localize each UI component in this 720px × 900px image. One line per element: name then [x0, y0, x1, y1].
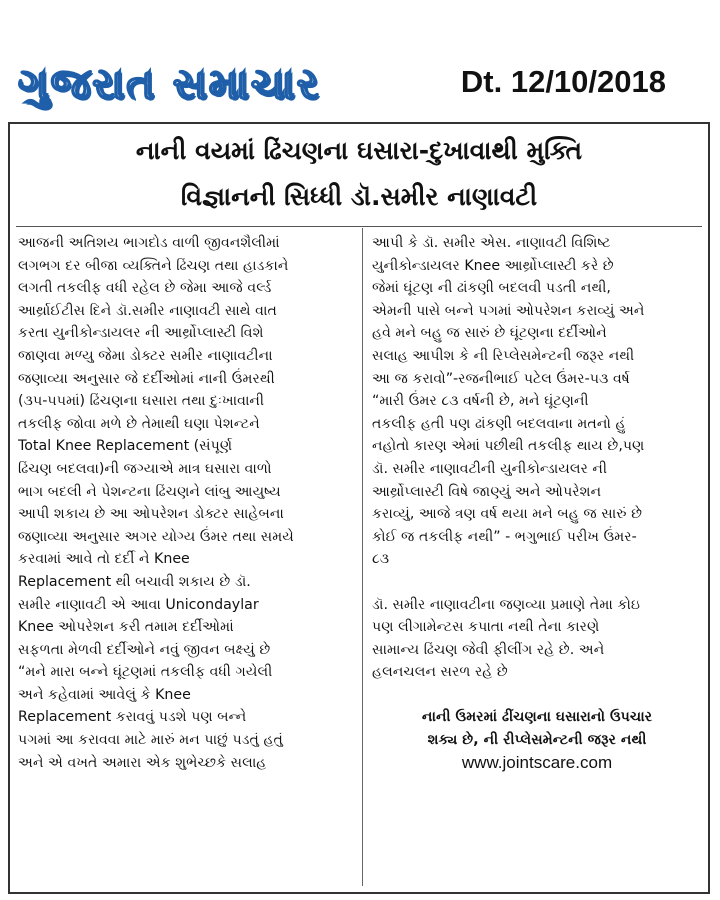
body-text-line: કરાવ્યું, આજે ત્રણ વર્ષ થયા મને બહુ જ સારું છે: [372, 506, 643, 523]
body-text-line: (૩૫-૫૫માં) ઢિંચણના ઘસારા તથા દુઃખાવાની: [18, 393, 265, 410]
article-box: [8, 122, 710, 894]
left-column: [18, 232, 356, 774]
body-text-line: નહોતો કારણ એમાં પછીથી તકલીફ થાય છે,પણ: [372, 438, 645, 455]
body-text-line: સફળતા મેળવી દર્દીઓને નવું જીવન બક્ષ્યું છે: [18, 641, 271, 658]
column-divider: [362, 228, 363, 886]
publication-date: Dt. 12/10/2018: [460, 64, 666, 99]
masthead: [14, 54, 706, 114]
body-text-line: ભાગ બદલી ને પેશન્ટના ઢિંચણને લાંબુ આયુષ્ય: [18, 483, 281, 500]
right-column: [372, 232, 702, 774]
body-text-line: ડૉ. સમીર નાણાવટીના જણવ્યા પ્રમાણે તેમા કોઇ: [372, 596, 641, 613]
headline-line-2: વિજ્ઞાનની સિધ્ધી ડૉ.સમીર નાણાવટી: [180, 182, 538, 211]
website-link[interactable]: www.jointscare.com: [461, 752, 613, 772]
body-text-line: આ જ કરાવો”-રજનીભાઈ પટેલ ઉંમર-૫૩ વર્ષ: [372, 370, 630, 387]
body-text-line: “મને મારા બન્ને ઘૂંટણમાં તકલીફ વધી ગયેલી: [18, 664, 273, 681]
body-text-line: સલાહ આપીશ કે ની રિપ્લેસમેન્ટની જરૂર નથી: [372, 347, 635, 364]
newspaper-logo: ગુજરાત સમાચાર: [18, 59, 321, 108]
body-text-line: હવે મને બહુ જ સારું છે ઘૂંટણના દર્દીઓને: [372, 325, 607, 342]
body-text-line: લગભગ દર બીજા વ્યક્તિને ઢિંચણ તથા હાડકાને: [18, 257, 289, 274]
headline-line-1: નાની વયમાં ઢિંચણના ઘસારા-દુખાવાથી મુક્તિ: [135, 136, 583, 165]
body-text-line: તકલીફ જોવા મળે છે તેમાથી ઘણા પેશન્ટને: [18, 415, 260, 432]
body-text-line: ૮૩: [372, 551, 390, 568]
body-text-line: કોઈ જ તકલીફ નથી” - ભગુભાઈ પરીખ ઉંમર-: [372, 528, 637, 545]
body-text-line: સામાન્ય ઢિંચણ જેવી ફીલીંગ રહે છે. અને: [372, 641, 605, 658]
body-text-line: એમની પાસે બન્ને પગમાં ઓપરેશન કરાવ્યું અને: [372, 302, 645, 319]
body-text-line: અને કહેવામાં આવેલું કે Knee: [18, 686, 191, 703]
body-text-line: યુનીકોન્ડાયલર Knee આર્થ્રોપ્લાસ્ટી કરે છે: [372, 257, 614, 274]
body-text-line: જાણવા મળ્યુ જેમા ડોક્ટર સમીર નાણાવટીના: [18, 347, 273, 364]
body-text-line: આર્થ્રોપ્લાસ્ટી વિષે જાણ્યું અને ઓપરેશન: [372, 483, 602, 500]
body-text-line: ડૉ. સમીર નાણાવટીની યુનીકોન્ડાયલર ની: [372, 460, 608, 477]
body-text-line: Replacement કરાવવું પડશે પણ બન્ને: [18, 709, 247, 726]
body-text-line: “મારી ઉંમર ૮૩ વર્ષની છે, મને ઘૂંટણની: [372, 393, 589, 410]
body-text-line: Replacement થી બચાવી શકાય છે ડૉ.: [18, 573, 251, 590]
body-text-line: પગમાં આ કરાવવા માટે મારું મન પાછું પડતું હતું: [18, 732, 283, 749]
body-text-line: લગતી તકલીફ વધી રહેલ છે જેમા આજે વર્લ્ડ: [18, 280, 272, 297]
body-text-line: Knee ઓપરેશન કરી તમામ દર્દીઓમાં: [18, 619, 234, 636]
body-text-line: કરતા યુનીકોન્ડાયલર ની આર્થ્રોપ્લાસ્ટી વિશે: [18, 325, 264, 342]
body-text-line: કરવામાં આવે તો દર્દી ને Knee: [18, 551, 190, 568]
body-text-line: જણાવ્યા અનુસાર જે દર્દીઓમાં નાની ઉંમરથી: [18, 370, 275, 387]
closing-line-2: શક્ય છે, ની રીપ્લેસમેન્ટની જરૂર નથી: [427, 732, 647, 749]
closing-line-1: નાની ઉમરમાં ઢીંચણના ઘસારાનો ઉપચાર: [421, 709, 653, 726]
body-text-line: જણાવ્યા અનુસાર અગર યોગ્ય ઉંમર તથા સમયે: [18, 528, 294, 545]
body-text-line: [372, 571, 702, 594]
body-text-line: સમીર નાણાવટી એ આવા Unicondaylar: [18, 596, 259, 613]
body-text-line: જેમાં ઘૂંટણ ની ઢાંકણી બદલવી પડતી નથી,: [372, 280, 611, 297]
headline-rule: [16, 226, 702, 227]
body-text-line: તકલીફ હતી પણ ઢાંકણી બદલવાના મતનો હું: [372, 415, 626, 432]
body-text-line: Total Knee Replacement (સંપૂર્ણ: [18, 438, 233, 455]
body-text-line: પણ લીગામેન્ટસ કપાતા નથી તેના કારણે: [372, 619, 600, 636]
body-text-line: ઢિંચણ બદલવા)ની જગ્યાએ માત્ર ઘસારા વાળો: [18, 460, 272, 477]
body-text-line: આર્થ્રાઈટીસ દિને ડૉ.સમીર નાણાવટી સાથે વાત: [18, 302, 277, 319]
body-text-line: હલનચલન સરળ રહે છે: [372, 664, 508, 681]
body-text-line: આપી શકાય છે આ ઓપરેશન ડોક્ટર સાહેબના: [18, 506, 284, 523]
body-text-line: આપી કે ડૉ. સમીર એસ. નાણાવટી વિશિષ્ટ: [372, 235, 611, 251]
body-text-line: આજની અતિશય ભાગદોડ વાળી જીવનશૈલીમાં: [18, 235, 280, 251]
body-text-line: અને એ વખતે અમારા એક શુભેચ્છકે સલાહ: [18, 754, 267, 771]
